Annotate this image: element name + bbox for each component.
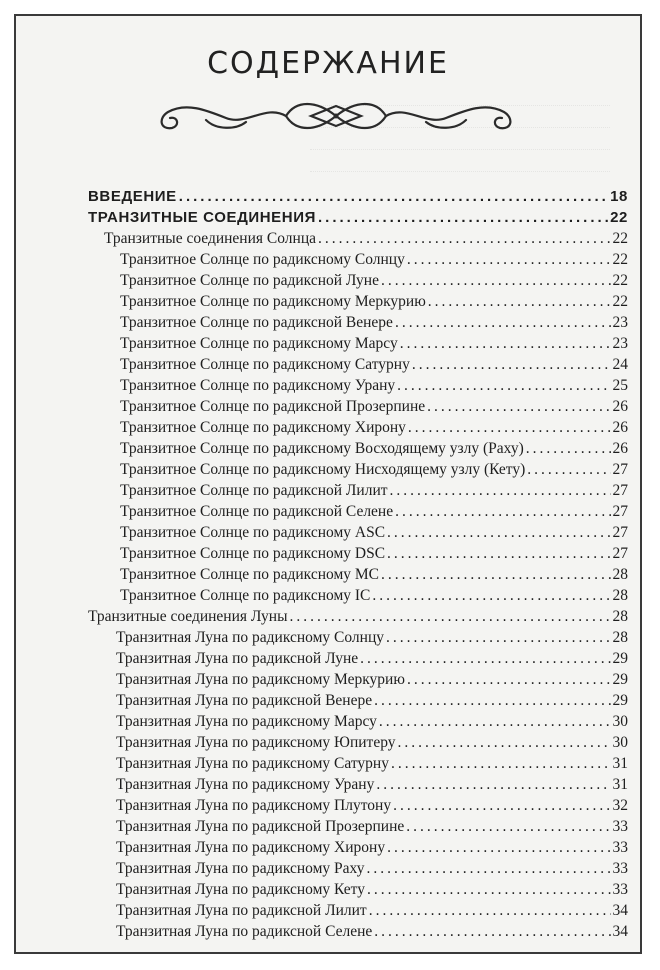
dot-leader <box>374 921 610 942</box>
toc-entry <box>88 774 628 795</box>
toc-entry-page: 28 <box>612 566 628 583</box>
dot-leader <box>360 648 610 669</box>
dot-leader <box>386 627 611 648</box>
toc-entry-title: Транзитная Луна по радиксному Урану <box>116 776 375 793</box>
dot-leader <box>395 501 610 522</box>
toc-entry-page: 27 <box>612 545 628 562</box>
toc-entry <box>88 333 628 354</box>
toc-entry <box>88 669 628 690</box>
toc-entry-page: 28 <box>612 608 628 625</box>
dot-leader <box>318 228 611 249</box>
toc-entry <box>88 795 628 816</box>
dot-leader <box>428 291 611 312</box>
toc-entry-page: 31 <box>612 776 628 793</box>
toc-entry <box>88 627 628 648</box>
ornament-divider-icon <box>146 96 526 136</box>
dot-leader <box>387 522 610 543</box>
dot-leader <box>387 837 610 858</box>
toc-entry <box>88 480 628 501</box>
toc-entry-page: 22 <box>612 251 628 268</box>
toc-entry-title: Транзитное Солнце по радиксной Венере <box>120 314 393 331</box>
toc-entry-page: 28 <box>612 629 628 646</box>
toc-entry <box>88 921 628 942</box>
toc-entry-title: Транзитное Солнце по радиксному Нисходящему узлу (Кету) <box>120 461 526 478</box>
toc-entry <box>88 837 628 858</box>
toc-entry-title: Транзитная Луна по радиксной Луне <box>116 650 359 667</box>
toc-entry-page: 26 <box>612 440 628 457</box>
toc-entry-page: 30 <box>612 713 628 730</box>
dot-leader <box>366 858 610 879</box>
dot-leader <box>527 459 610 480</box>
toc-entry-page: 31 <box>612 755 628 772</box>
toc-entry <box>88 711 628 732</box>
toc-entry-title: Транзитная Луна по радиксному Солнцу <box>116 629 384 646</box>
dot-leader <box>397 375 610 396</box>
toc-entry-page: 33 <box>612 860 628 877</box>
toc-entry-title: Транзитная Луна по радиксному Юпитеру <box>116 734 396 751</box>
toc-entry-page: 22 <box>612 293 628 310</box>
toc-entry-page: 26 <box>612 419 628 436</box>
toc-entry-page: 18 <box>610 188 628 205</box>
dot-leader <box>408 417 611 438</box>
toc-entry <box>88 753 628 774</box>
toc-entry-title: Транзитное Солнце по радиксному Урану <box>120 377 396 394</box>
toc-entry <box>88 396 628 417</box>
table-of-contents <box>88 186 628 942</box>
toc-entry-page: 33 <box>612 881 628 898</box>
toc-entry <box>88 207 628 228</box>
toc-entry-title: Транзитное Солнце по радиксному Сатурну <box>120 356 410 373</box>
toc-entry-page: 30 <box>612 734 628 751</box>
toc-entry <box>88 543 628 564</box>
toc-entry-page: 34 <box>612 902 628 919</box>
dot-leader <box>407 249 611 270</box>
toc-entry-page: 27 <box>612 482 628 499</box>
dot-leader <box>376 774 610 795</box>
toc-entry-page: 22 <box>610 209 628 226</box>
dot-leader <box>400 333 611 354</box>
toc-entry-title: Транзитная Луна по радиксной Прозерпине <box>116 818 405 835</box>
dot-leader <box>526 438 611 459</box>
dot-leader <box>407 669 611 690</box>
toc-entry-title: Транзитное Солнце по радиксной Лилит <box>120 482 388 499</box>
toc-entry-title: Транзитное Солнце по радиксной Прозерпине <box>120 398 426 415</box>
toc-entry-title: ВВЕДЕНИЕ <box>88 188 177 205</box>
toc-entry-title: Транзитная Луна по радиксному Плутону <box>116 797 392 814</box>
dot-leader <box>398 732 611 753</box>
dot-leader <box>391 753 611 774</box>
toc-entry-page: 23 <box>612 335 628 352</box>
toc-entry-title: Транзитная Луна по радиксному Кету <box>116 881 365 898</box>
dot-leader <box>379 711 611 732</box>
toc-entry-title: Транзитная Луна по радиксному Раху <box>116 860 365 877</box>
dot-leader <box>372 585 610 606</box>
toc-entry-title: Транзитное Солнце по радиксной Луне <box>120 272 379 289</box>
toc-entry <box>88 501 628 522</box>
page-title: СОДЕРЖАНИЕ <box>207 46 449 81</box>
toc-entry-page: 25 <box>612 377 628 394</box>
toc-entry-page: 29 <box>612 692 628 709</box>
toc-entry-title: Транзитное Солнце по радиксному DSC <box>120 545 386 562</box>
toc-entry-title: Транзитное Солнце по радиксному IC <box>120 587 371 604</box>
toc-entry-page: 34 <box>612 923 628 940</box>
toc-entry-title: Транзитное Солнце по радиксному Марсу <box>120 335 398 352</box>
toc-entry-title: Транзитные соединения Солнца <box>104 230 316 247</box>
toc-entry <box>88 564 628 585</box>
toc-entry <box>88 732 628 753</box>
toc-entry <box>88 270 628 291</box>
dot-leader <box>318 207 608 228</box>
toc-entry-page: 22 <box>612 230 628 247</box>
toc-entry-title: Транзитное Солнце по радиксному Восходящему узлу (Раху) <box>120 440 524 457</box>
dot-leader <box>406 816 610 837</box>
toc-entry-title: Транзитная Луна по радиксному Хирону <box>116 839 386 856</box>
dot-leader <box>381 270 611 291</box>
toc-entry-title: Транзитное Солнце по радиксной Селене <box>120 503 394 520</box>
toc-entry <box>88 648 628 669</box>
toc-entry <box>88 438 628 459</box>
dot-leader <box>390 480 611 501</box>
dot-leader <box>393 795 610 816</box>
toc-entry <box>88 879 628 900</box>
toc-entry <box>88 585 628 606</box>
toc-entry-title: Транзитное Солнце по радиксному ASC <box>120 524 386 541</box>
toc-entry-title: Транзитное Солнце по радиксному МС <box>120 566 380 583</box>
toc-entry <box>88 816 628 837</box>
toc-entry-title: Транзитная Луна по радиксной Лилит <box>116 902 367 919</box>
toc-entry <box>88 312 628 333</box>
toc-entry-page: 32 <box>612 797 628 814</box>
dot-leader <box>381 564 610 585</box>
toc-entry <box>88 375 628 396</box>
toc-entry <box>88 186 628 207</box>
toc-entry-page: 29 <box>612 650 628 667</box>
toc-entry-page: 33 <box>612 818 628 835</box>
toc-entry <box>88 858 628 879</box>
toc-entry-page: 26 <box>612 398 628 415</box>
dot-leader <box>369 900 611 921</box>
dot-leader <box>374 690 610 711</box>
toc-entry-page: 28 <box>612 587 628 604</box>
toc-entry <box>88 228 628 249</box>
toc-entry <box>88 459 628 480</box>
toc-entry-page: 27 <box>612 524 628 541</box>
toc-entry <box>88 900 628 921</box>
toc-entry-page: 33 <box>612 839 628 856</box>
toc-entry <box>88 417 628 438</box>
toc-entry <box>88 690 628 711</box>
toc-entry <box>88 291 628 312</box>
toc-entry-page: 22 <box>612 272 628 289</box>
toc-entry-title: Транзитная Луна по радиксному Сатурну <box>116 755 389 772</box>
toc-entry-page: 29 <box>612 671 628 688</box>
toc-entry <box>88 522 628 543</box>
toc-entry <box>88 249 628 270</box>
dot-leader <box>179 186 608 207</box>
dot-leader <box>387 543 610 564</box>
toc-entry-title: Транзитная Луна по радиксной Селене <box>116 923 373 940</box>
toc-entry-title: Транзитная Луна по радиксной Венере <box>116 692 373 709</box>
book-page <box>14 14 642 954</box>
toc-entry-page: 23 <box>612 314 628 331</box>
toc-entry-page: 24 <box>612 356 628 373</box>
dot-leader <box>412 354 611 375</box>
dot-leader <box>395 312 611 333</box>
toc-entry-title: Транзитное Солнце по радиксному Солнцу <box>120 251 405 268</box>
toc-entry-title: Транзитное Солнце по радиксному Меркурию <box>120 293 426 310</box>
toc-entry-title: Транзитные соединения Луны <box>88 608 288 625</box>
toc-entry-title: Транзитная Луна по радиксному Меркурию <box>116 671 405 688</box>
toc-entry-title: Транзитная Луна по радиксному Марсу <box>116 713 377 730</box>
dot-leader <box>427 396 610 417</box>
toc-entry-page: 27 <box>612 503 628 520</box>
toc-entry <box>88 606 628 627</box>
toc-entry <box>88 354 628 375</box>
toc-entry-title: ТРАНЗИТНЫЕ СОЕДИНЕНИЯ <box>88 209 316 226</box>
dot-leader <box>290 606 611 627</box>
toc-entry-page: 27 <box>612 461 628 478</box>
toc-entry-title: Транзитное Солнце по радиксному Хирону <box>120 419 406 436</box>
dot-leader <box>367 879 611 900</box>
